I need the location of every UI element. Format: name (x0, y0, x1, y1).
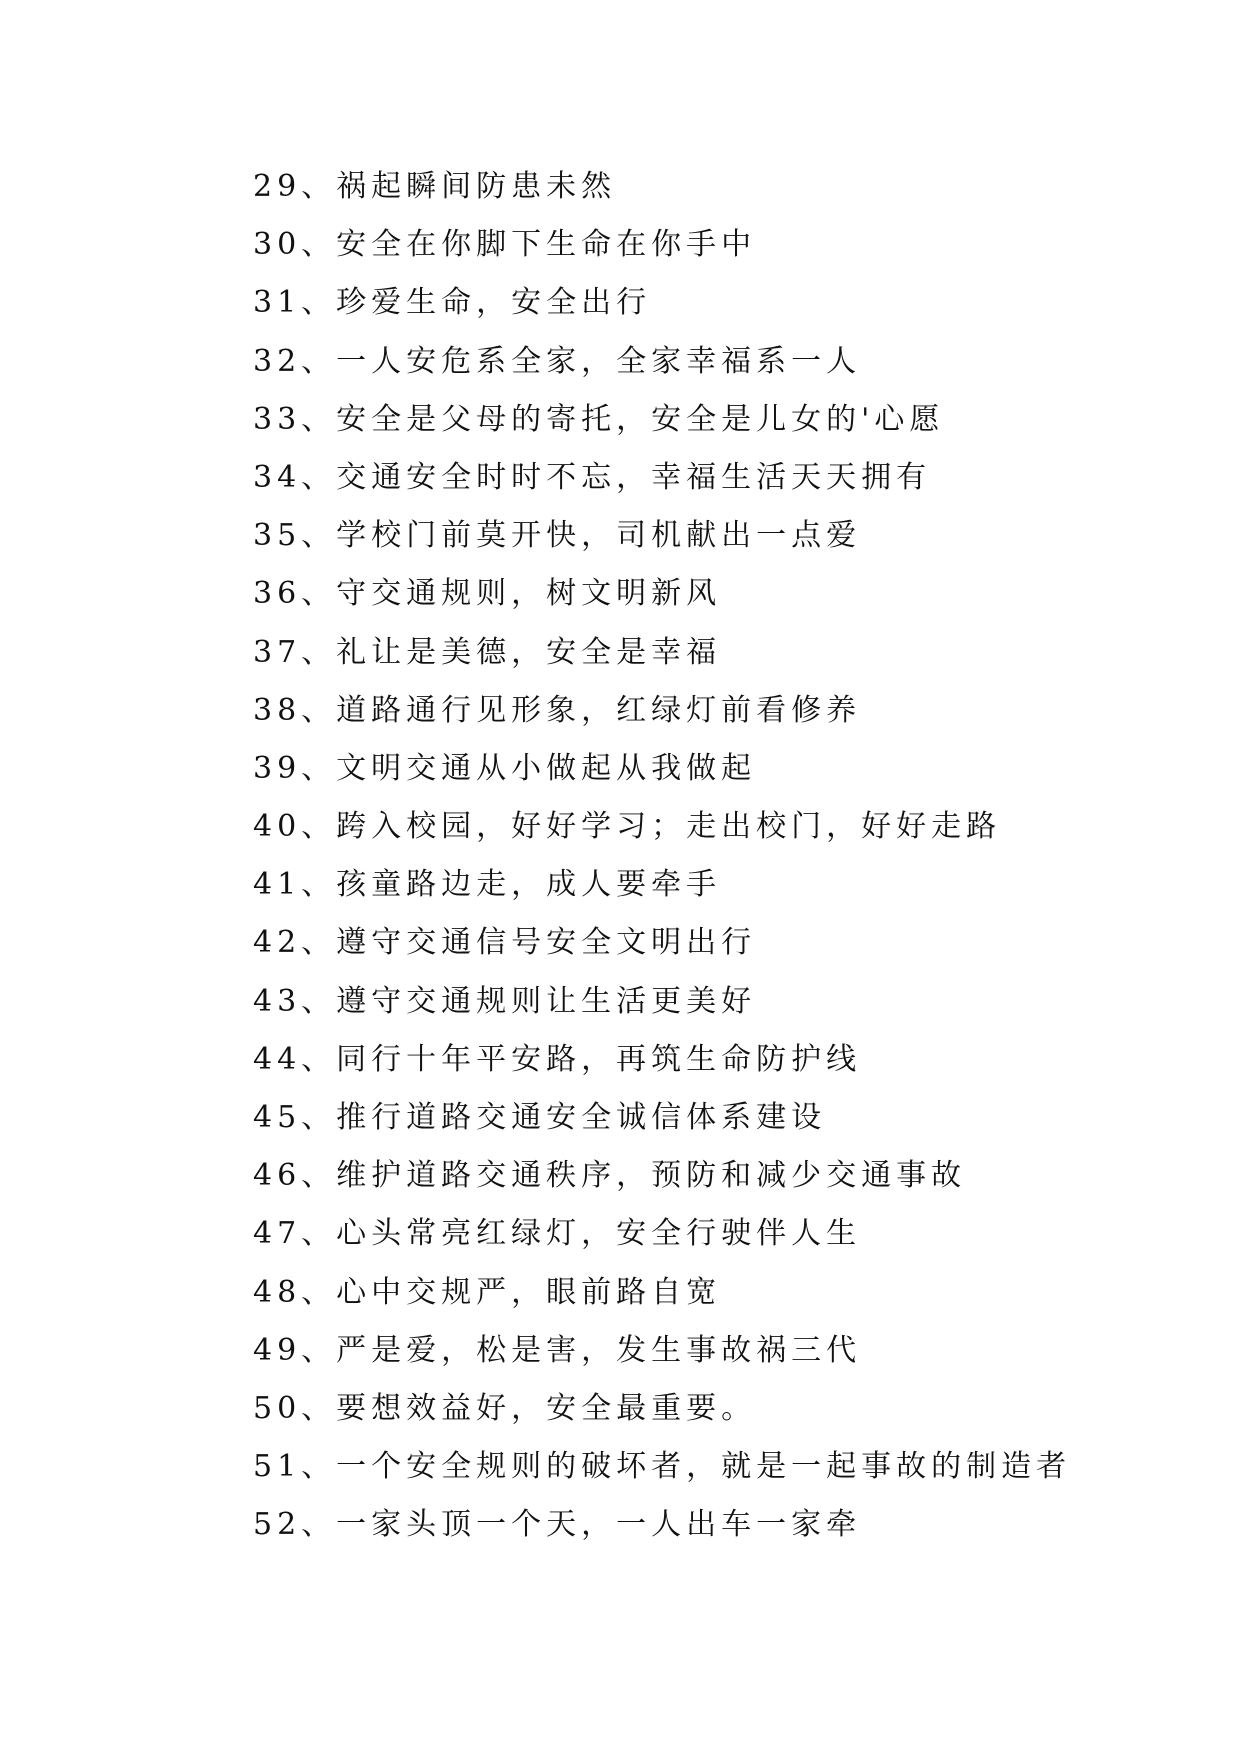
slogan-list (253, 158, 1071, 1555)
list-item: 33、安全是父母的寄托，安全是儿女的'心愿 (253, 401, 945, 437)
list-item: 45、推行道路交通安全诚信体系建设 (253, 1100, 827, 1135)
list-item: 41、孩童路边走，成人要牵手 (253, 867, 722, 903)
list-item: 43、遵守交通规则让生活更美好 (253, 983, 757, 1019)
list-item: 30、安全在你脚下生命在你手中 (253, 227, 757, 263)
list-item: 37、礼让是美德，安全是幸福 (253, 634, 722, 670)
list-item: 34、交通安全时时不忘，幸福生活天天拥有 (253, 459, 932, 495)
list-item: 39、文明交通从小做起从我做起 (253, 750, 757, 786)
list-item: 47、心头常亮红绿灯，安全行驶伴人生 (253, 1216, 862, 1252)
list-item: 40、跨入校园，好好学习；走出校门，好好走路 (253, 809, 1002, 845)
list-item: 49、严是爱，松是害，发生事故祸三代 (253, 1332, 862, 1368)
list-item: 36、守交通规则，树文明新风 (253, 576, 722, 612)
list-item: 31、珍爱生命，安全出行 (253, 285, 652, 321)
list-item: 50、要想效益好，安全最重要。 (253, 1390, 757, 1426)
list-item: 51、一个安全规则的破坏者，就是一起事故的制造者 (253, 1449, 1072, 1485)
list-item: 38、道路通行见形象，红绿灯前看修养 (253, 692, 862, 728)
list-item: 42、遵守交通信号安全文明出行 (253, 925, 757, 961)
list-item: 44、同行十年平安路，再筑生命防护线 (253, 1041, 862, 1077)
list-item: 29、祸起瞬间防患未然 (253, 169, 617, 204)
list-item: 48、心中交规严，眼前路自宽 (253, 1274, 722, 1310)
list-item: 32、一人安危系全家，全家幸福系一人 (253, 343, 862, 379)
list-item: 46、维护道路交通秩序，预防和减少交通事故 (253, 1158, 967, 1194)
list-item: 52、一家头顶一个天，一人出车一家牵 (253, 1507, 862, 1543)
list-item: 35、学校门前莫开快，司机献出一点爱 (253, 518, 862, 554)
